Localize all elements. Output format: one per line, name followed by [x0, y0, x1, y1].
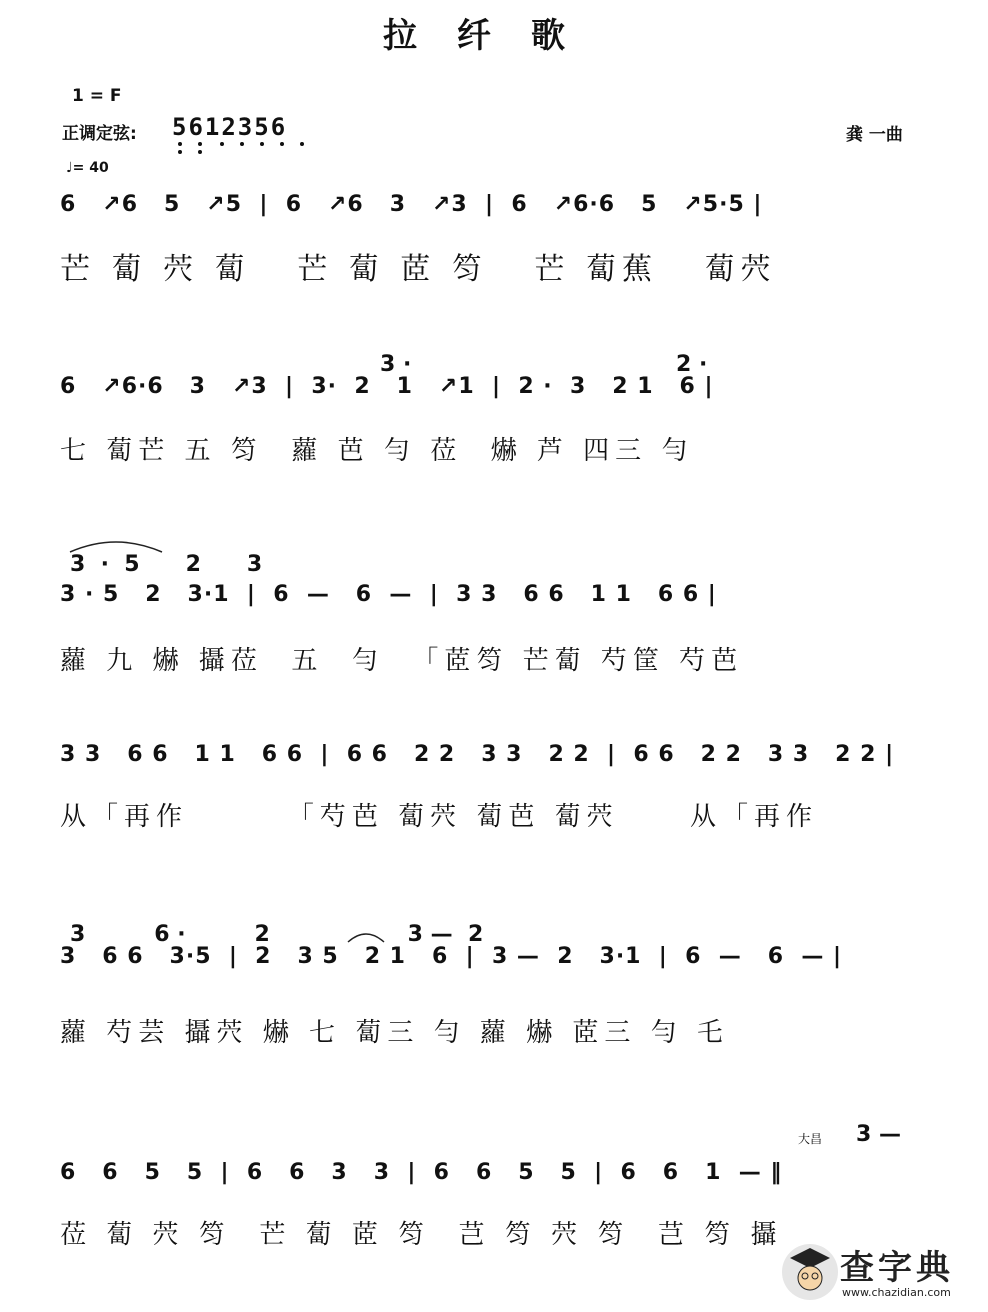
notation-row-4: 3 3 6 6 1 1 6 6 | 6 6 2 2 3 3 2 2 | 6 6 2 2 3 3 2 2 | — [60, 742, 895, 767]
slur-arc — [346, 928, 386, 944]
notation-row-2: 6 ↗6·6 3 ↗3 | 3· 2 1 ↗1 | 2 · 3 2 1 6 | — [60, 374, 714, 399]
chord-upper-note: 2 · — [676, 352, 708, 377]
chord-upper-notes: 3 6 · 2 3 — 2 — [70, 922, 484, 947]
watermark-brand: 查字典 — [840, 1248, 954, 1288]
notation-row-6: 6 6 5 5 | 6 6 3 3 | 6 6 5 5 | 6 6 1 — ‖ — [60, 1160, 783, 1185]
jianzipu-row-4: 从「再作 「芍芭 蔔茓 蔔芭 蔔茓 从「再作 — [60, 802, 818, 832]
jianzipu-row-5: 蘿 芍芸 攝茓 爀 七 蔔三 勻 蘿 爀 茝三 勻 乇 — [60, 1018, 729, 1048]
page-title: 拉纤歌 — [383, 16, 605, 56]
jianzipu-row-1: 芒 蔔 茓 蔔 芒 蔔 茝 笉 芒 蔔蕉 蔔茓 — [60, 252, 777, 287]
chord-upper-notes: 3 · 5 2 3 — [70, 552, 263, 577]
octave-dot — [198, 142, 202, 146]
notation-row-5: 3 6 6 3·5 | 2 3 5 2 1 6 | 3 — 2 3·1 | 6 — 6 — | — [60, 944, 843, 969]
chord-upper-note: 3 · — [380, 352, 412, 377]
jianzipu-row-2: 七 蔔芒 五 笉 蘿 芭 勻 莅 爀 芦 四三 勻 — [60, 436, 694, 466]
octave-dot — [178, 142, 182, 146]
notation-row-1: 6 ↗6 5 ↗5 | 6 ↗6 3 ↗3 | 6 ↗6·6 5 ↗5·5 | — [60, 192, 763, 217]
notation-row-3: 3 · 5 2 3·1 | 6 — 6 — | 3 3 6 6 1 1 6 6 | — [60, 582, 717, 607]
tempo-marking: ♩= 40 — [66, 160, 109, 176]
octave-dot — [260, 142, 264, 146]
key-signature: 1 = F — [72, 86, 122, 106]
octave-dot — [240, 142, 244, 146]
ending-marker: 大昌 — [798, 1132, 823, 1146]
octave-dot — [280, 142, 284, 146]
octave-dot — [198, 150, 202, 154]
octave-dot — [300, 142, 304, 146]
jianzipu-row-6: 莅 蔔 茓 笉 芒 蔔 茝 笉 芑 笉 茓 笉 芑 笉 攝 — [60, 1220, 783, 1250]
octave-dot — [220, 142, 224, 146]
watermark-url: www.chazidian.com — [842, 1286, 951, 1299]
composer-credit: 龚 一曲 — [846, 125, 903, 145]
ending-upper-note: 3 — — [856, 1122, 901, 1147]
tuning-notes: 5612356 — [172, 113, 288, 141]
tuning-label: 正调定弦: — [62, 124, 137, 144]
octave-dot — [178, 150, 182, 154]
jianzipu-row-3: 蘿 九 爀 攝莅 五 勻 「茝笉 芒蔔 芍筐 芍芭 — [60, 646, 744, 676]
